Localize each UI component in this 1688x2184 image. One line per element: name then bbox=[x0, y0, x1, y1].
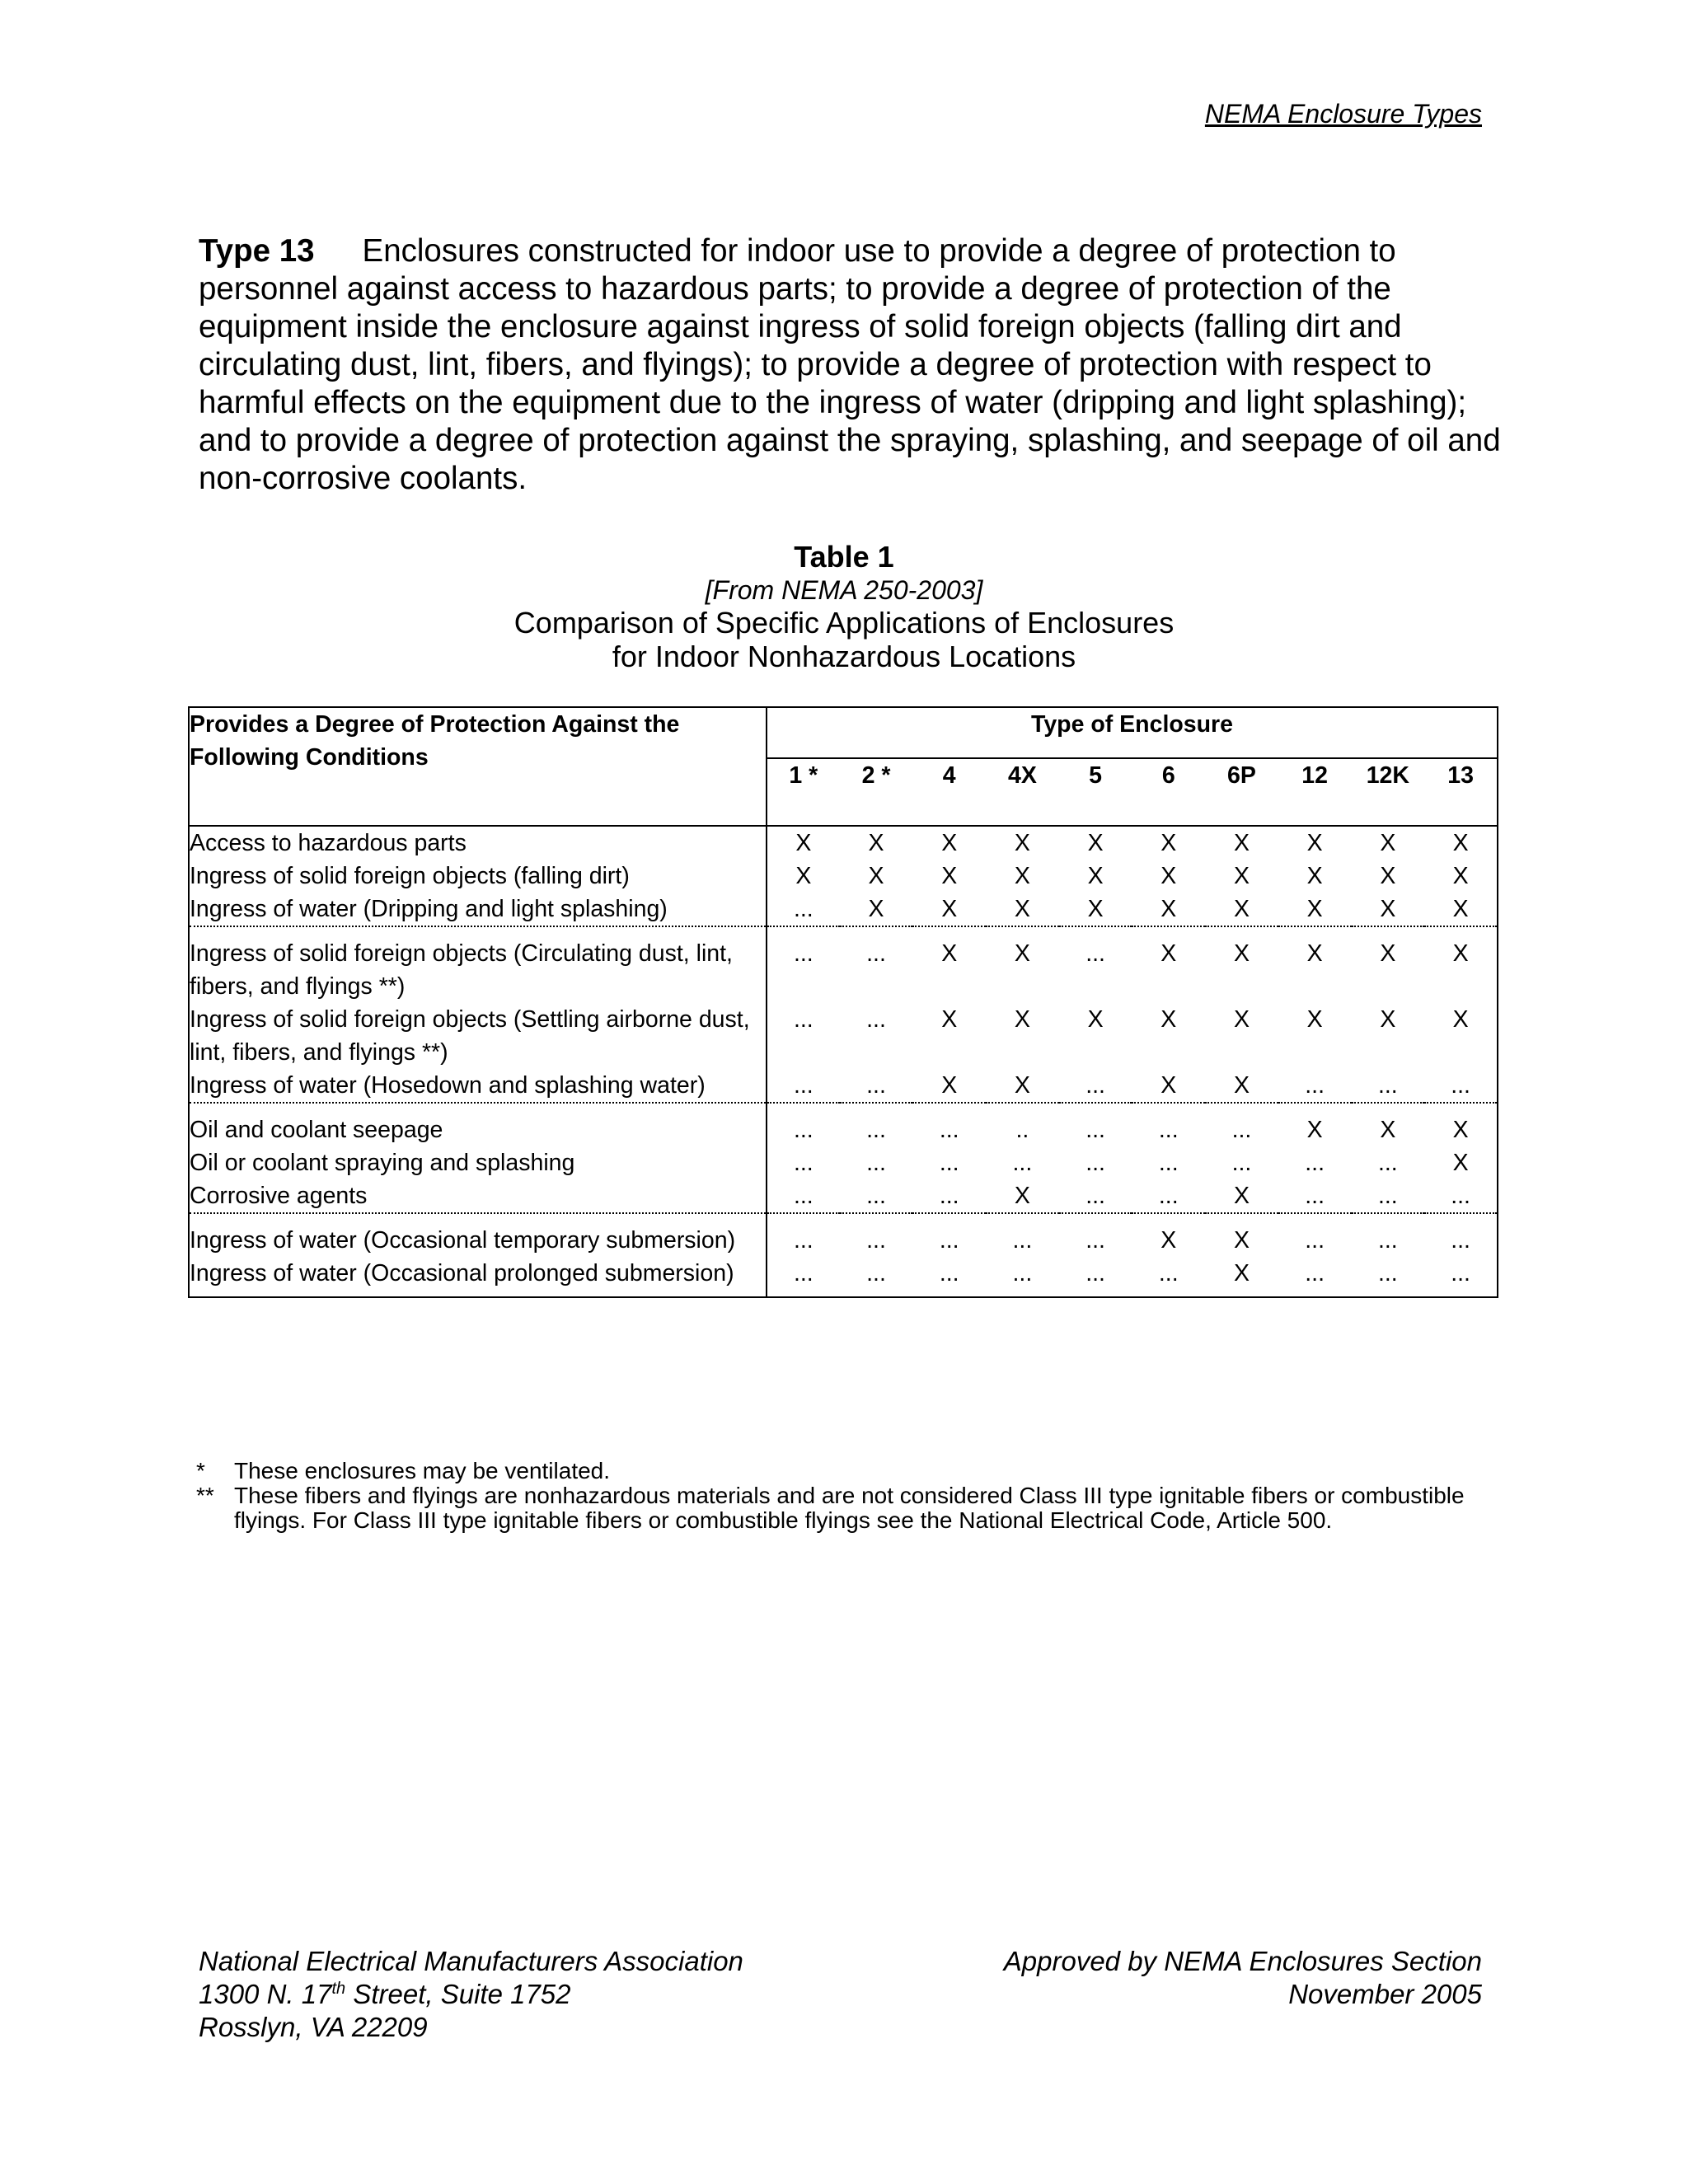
condition-cell: Ingress of water (Hosedown and splashing water) bbox=[189, 1069, 767, 1103]
protection-value-cell: X bbox=[1014, 896, 1030, 922]
protection-value-cell: X bbox=[1380, 1006, 1396, 1033]
protection-value-cell: X bbox=[1233, 1006, 1250, 1033]
condition-cell: Ingress of water (Occasional prolonged submersion) bbox=[189, 1257, 767, 1297]
protection-value-cell: X bbox=[1380, 830, 1396, 856]
protection-value-cell: ... bbox=[1059, 926, 1132, 1003]
protection-value-cell: ... bbox=[767, 926, 840, 1003]
protection-value-cell: ... bbox=[840, 926, 913, 1003]
footnote bbox=[196, 1459, 1465, 1483]
protection-value-cell: ... bbox=[1305, 1150, 1325, 1176]
protection-value-cell: X bbox=[1160, 1006, 1177, 1033]
protection-value-cell: ... bbox=[793, 1006, 814, 1033]
protection-value-cell: ... bbox=[939, 1260, 959, 1286]
protection-value-cell: X bbox=[1352, 926, 1425, 1003]
footnote-text: These enclosures may be ventilated. bbox=[234, 1458, 611, 1483]
protection-value-cell: X bbox=[1352, 1103, 1425, 1146]
table-row bbox=[189, 1103, 1498, 1146]
protection-value-cell: X bbox=[1014, 863, 1030, 889]
protection-value-cell: X bbox=[1380, 896, 1396, 922]
protection-value-cell: X bbox=[941, 896, 958, 922]
protection-value-cell: ... bbox=[1158, 1150, 1179, 1176]
protection-value-cell: ... bbox=[1377, 1072, 1398, 1099]
protection-value-cell: X bbox=[1014, 1006, 1030, 1033]
protection-value-cell: X bbox=[1014, 1072, 1030, 1099]
footer-address bbox=[199, 1945, 743, 2044]
protection-value-cell: X bbox=[986, 926, 1059, 1003]
condition-cell: Ingress of water (Occasional temporary submersion) bbox=[189, 1213, 767, 1257]
table-row bbox=[189, 1257, 1498, 1297]
protection-value-cell: X bbox=[1233, 1183, 1250, 1209]
table-subtitle-line-2: for Indoor Nonhazardous Locations bbox=[612, 640, 1076, 673]
protection-value-cell: X bbox=[1452, 896, 1469, 922]
protection-value-cell: ... bbox=[1085, 1183, 1105, 1209]
protection-value-cell: ... bbox=[1377, 1150, 1398, 1176]
protection-value-cell: X bbox=[1306, 896, 1323, 922]
protection-value-cell: ... bbox=[866, 1183, 886, 1209]
footer-approved-by: Approved by NEMA Enclosures Section bbox=[1003, 1946, 1482, 1976]
protection-value-cell: X bbox=[1306, 1006, 1323, 1033]
protection-value-cell: ... bbox=[1085, 1072, 1105, 1099]
protection-value-cell: ... bbox=[1352, 1213, 1425, 1257]
table-row bbox=[189, 893, 1498, 926]
protection-value-cell: X bbox=[1424, 926, 1498, 1003]
table-row bbox=[189, 1003, 1498, 1069]
table-row bbox=[189, 1179, 1498, 1213]
footer-date: November 2005 bbox=[1288, 1979, 1482, 2009]
condition-column-header: Provides a Degree of Protection Against the Following Conditions bbox=[189, 707, 767, 826]
condition-cell: Access to hazardous parts bbox=[189, 826, 767, 860]
table-row bbox=[189, 860, 1498, 893]
protection-value-cell: X bbox=[1452, 830, 1469, 856]
protection-value-cell: ... bbox=[767, 1103, 840, 1146]
protection-value-cell: ... bbox=[866, 1072, 886, 1099]
protection-value-cell: X bbox=[1087, 830, 1104, 856]
type-description-text: Enclosures constructed for indoor use to provide a degree of protection to personnel against access to hazardous parts; to provide a degree of protection of the equipment inside the enclosure against ingress of solid foreign objects (falling dirt and circulating dust, lint, fibers, and flyings); to provide a degree of protection with respect to harmful effects on the equipment due to the ingress of water (dripping and light splashing); and to provide a degree of protection against the spraying, splashing, and seepage of oil and non-corrosive coolants. bbox=[199, 233, 1501, 496]
table-row bbox=[189, 926, 1498, 1003]
protection-value-cell: ... bbox=[1377, 1183, 1398, 1209]
protection-value-cell: ... bbox=[793, 896, 814, 922]
protection-value-cell: ... bbox=[939, 1183, 959, 1209]
protection-value-cell: ... bbox=[1231, 1150, 1252, 1176]
protection-value-cell: ... bbox=[793, 1183, 814, 1209]
protection-value-cell: X bbox=[941, 863, 958, 889]
protection-value-cell: ... bbox=[1451, 1260, 1470, 1286]
protection-value-cell: X bbox=[868, 863, 884, 889]
protection-value-cell: X bbox=[1306, 830, 1323, 856]
protection-value-cell: ... bbox=[840, 1103, 913, 1146]
footnote-text: These fibers and flyings are nonhazardous materials and are not considered Class III type ignitable fibers or combustible flyings. For Class III type ignitable fibers or combustible flyings see the National Electrical Code, Article 500. bbox=[234, 1483, 1465, 1533]
enclosure-type-header: 4 bbox=[912, 758, 986, 826]
condition-cell: Ingress of solid foreign objects (Circulating dust, lint, fibers, and flyings **) bbox=[189, 926, 767, 1003]
protection-value-cell: X bbox=[941, 1006, 958, 1033]
protection-value-cell: ... bbox=[840, 1213, 913, 1257]
table-subtitle-line-1: Comparison of Specific Applications of Enclosures bbox=[513, 606, 1175, 640]
protection-value-cell: X bbox=[1087, 863, 1104, 889]
protection-value-cell: X bbox=[1278, 926, 1352, 1003]
protection-value-cell: X bbox=[1132, 1213, 1205, 1257]
protection-value-cell: ... bbox=[1012, 1260, 1033, 1286]
condition-cell: Ingress of water (Dripping and light splashing) bbox=[189, 893, 767, 926]
protection-value-cell: X bbox=[1452, 863, 1469, 889]
protection-value-cell: ... bbox=[1424, 1213, 1498, 1257]
protection-value-cell: ... bbox=[1451, 1183, 1470, 1209]
protection-value-cell: ... bbox=[793, 1150, 814, 1176]
protection-value-cell: ... bbox=[1012, 1150, 1033, 1176]
type-label: Type 13 bbox=[199, 233, 315, 269]
protection-value-cell: .. bbox=[986, 1103, 1059, 1146]
protection-value-cell: X bbox=[1205, 926, 1278, 1003]
table-source: [From NEMA 250-2003] bbox=[705, 575, 983, 605]
protection-value-cell: ... bbox=[1205, 1103, 1278, 1146]
protection-value-cell: X bbox=[1452, 1150, 1469, 1176]
protection-value-cell: X bbox=[1160, 830, 1177, 856]
footnote-mark: * bbox=[196, 1458, 205, 1483]
protection-value-cell: ... bbox=[1278, 1213, 1352, 1257]
protection-value-cell: X bbox=[1233, 896, 1250, 922]
protection-value-cell: ... bbox=[1377, 1260, 1398, 1286]
protection-value-cell: X bbox=[1380, 863, 1396, 889]
comparison-table-container bbox=[188, 706, 1498, 1298]
table-title: Table 1 bbox=[794, 540, 894, 574]
protection-value-cell: X bbox=[912, 926, 986, 1003]
protection-value-cell: ... bbox=[912, 1213, 986, 1257]
protection-value-cell: ... bbox=[1132, 1103, 1205, 1146]
enclosure-type-header: 4X bbox=[986, 758, 1059, 826]
footnote-mark: ** bbox=[196, 1483, 214, 1508]
protection-value-cell: ... bbox=[1305, 1183, 1325, 1209]
protection-value-cell: ... bbox=[1059, 1103, 1132, 1146]
protection-value-cell: ... bbox=[1085, 1260, 1105, 1286]
protection-value-cell: ... bbox=[793, 1072, 814, 1099]
protection-value-cell: X bbox=[1452, 1006, 1469, 1033]
table-row bbox=[189, 1069, 1498, 1103]
protection-value-cell: ... bbox=[1305, 1260, 1325, 1286]
protection-value-cell: X bbox=[795, 830, 812, 856]
protection-value-cell: X bbox=[1087, 1006, 1104, 1033]
condition-cell: Corrosive agents bbox=[189, 1179, 767, 1213]
protection-value-cell: X bbox=[1087, 896, 1104, 922]
protection-value-cell: X bbox=[1424, 1103, 1498, 1146]
table-footnotes bbox=[196, 1459, 1465, 1533]
protection-value-cell: X bbox=[1205, 1213, 1278, 1257]
protection-value-cell: ... bbox=[793, 1260, 814, 1286]
enclosure-type-header: 12K bbox=[1352, 758, 1425, 826]
protection-value-cell: X bbox=[1160, 863, 1177, 889]
footer-approval bbox=[1004, 1945, 1482, 2011]
protection-value-cell: ... bbox=[1451, 1072, 1470, 1099]
protection-value-cell: X bbox=[1233, 1260, 1250, 1286]
protection-value-cell: ... bbox=[1085, 1150, 1105, 1176]
type-13-description bbox=[199, 232, 1501, 498]
protection-value-cell: X bbox=[1278, 1103, 1352, 1146]
protection-value-cell: X bbox=[868, 896, 884, 922]
footer-org-name: National Electrical Manufacturers Association bbox=[199, 1946, 743, 1976]
enclosure-type-header: 1 * bbox=[767, 758, 840, 826]
enclosure-type-header: 2 * bbox=[840, 758, 913, 826]
protection-value-cell: X bbox=[795, 863, 812, 889]
enclosure-type-header: 13 bbox=[1424, 758, 1498, 826]
enclosure-type-header: 6 bbox=[1132, 758, 1205, 826]
protection-value-cell: X bbox=[1132, 926, 1205, 1003]
footer-street: 1300 N. 17th Street, Suite 1752 bbox=[199, 1979, 571, 2009]
comparison-table bbox=[188, 706, 1498, 1298]
protection-value-cell: X bbox=[1233, 1072, 1250, 1099]
table-row bbox=[189, 1146, 1498, 1179]
protection-value-cell: ... bbox=[866, 1006, 886, 1033]
enclosure-type-header: 12 bbox=[1278, 758, 1352, 826]
protection-value-cell: ... bbox=[939, 1150, 959, 1176]
table-row bbox=[189, 1213, 1498, 1257]
protection-value-cell: ... bbox=[1305, 1072, 1325, 1099]
protection-value-cell: ... bbox=[912, 1103, 986, 1146]
protection-value-cell: X bbox=[941, 1072, 958, 1099]
protection-value-cell: X bbox=[1160, 896, 1177, 922]
protection-value-cell: X bbox=[868, 830, 884, 856]
protection-value-cell: X bbox=[1233, 863, 1250, 889]
table-caption bbox=[0, 540, 1688, 673]
enclosure-type-group-header: Type of Enclosure bbox=[767, 707, 1498, 758]
protection-value-cell: X bbox=[1014, 830, 1030, 856]
protection-value-cell: ... bbox=[1158, 1260, 1179, 1286]
enclosure-type-header: 6P bbox=[1205, 758, 1278, 826]
protection-value-cell: X bbox=[1014, 1183, 1030, 1209]
protection-value-cell: X bbox=[1160, 1072, 1177, 1099]
protection-value-cell: ... bbox=[1059, 1213, 1132, 1257]
condition-cell: Ingress of solid foreign objects (Settling airborne dust, lint, fibers, and flyings **) bbox=[189, 1003, 767, 1069]
comparison-table-body bbox=[189, 826, 1498, 1297]
running-header: NEMA Enclosure Types bbox=[1204, 99, 1482, 129]
footnote bbox=[196, 1483, 1465, 1533]
protection-value-cell: ... bbox=[986, 1213, 1059, 1257]
enclosure-type-header: 5 bbox=[1059, 758, 1132, 826]
protection-value-cell: ... bbox=[1158, 1183, 1179, 1209]
table-row bbox=[189, 826, 1498, 860]
protection-value-cell: ... bbox=[767, 1213, 840, 1257]
footer-city: Rosslyn, VA 22209 bbox=[199, 2012, 428, 2042]
protection-value-cell: ... bbox=[866, 1260, 886, 1286]
condition-cell: Oil or coolant spraying and splashing bbox=[189, 1146, 767, 1179]
condition-cell: Ingress of solid foreign objects (falling dirt) bbox=[189, 860, 767, 893]
protection-value-cell: X bbox=[941, 830, 958, 856]
condition-cell: Oil and coolant seepage bbox=[189, 1103, 767, 1146]
protection-value-cell: X bbox=[1306, 863, 1323, 889]
protection-value-cell: X bbox=[1233, 830, 1250, 856]
protection-value-cell: ... bbox=[866, 1150, 886, 1176]
